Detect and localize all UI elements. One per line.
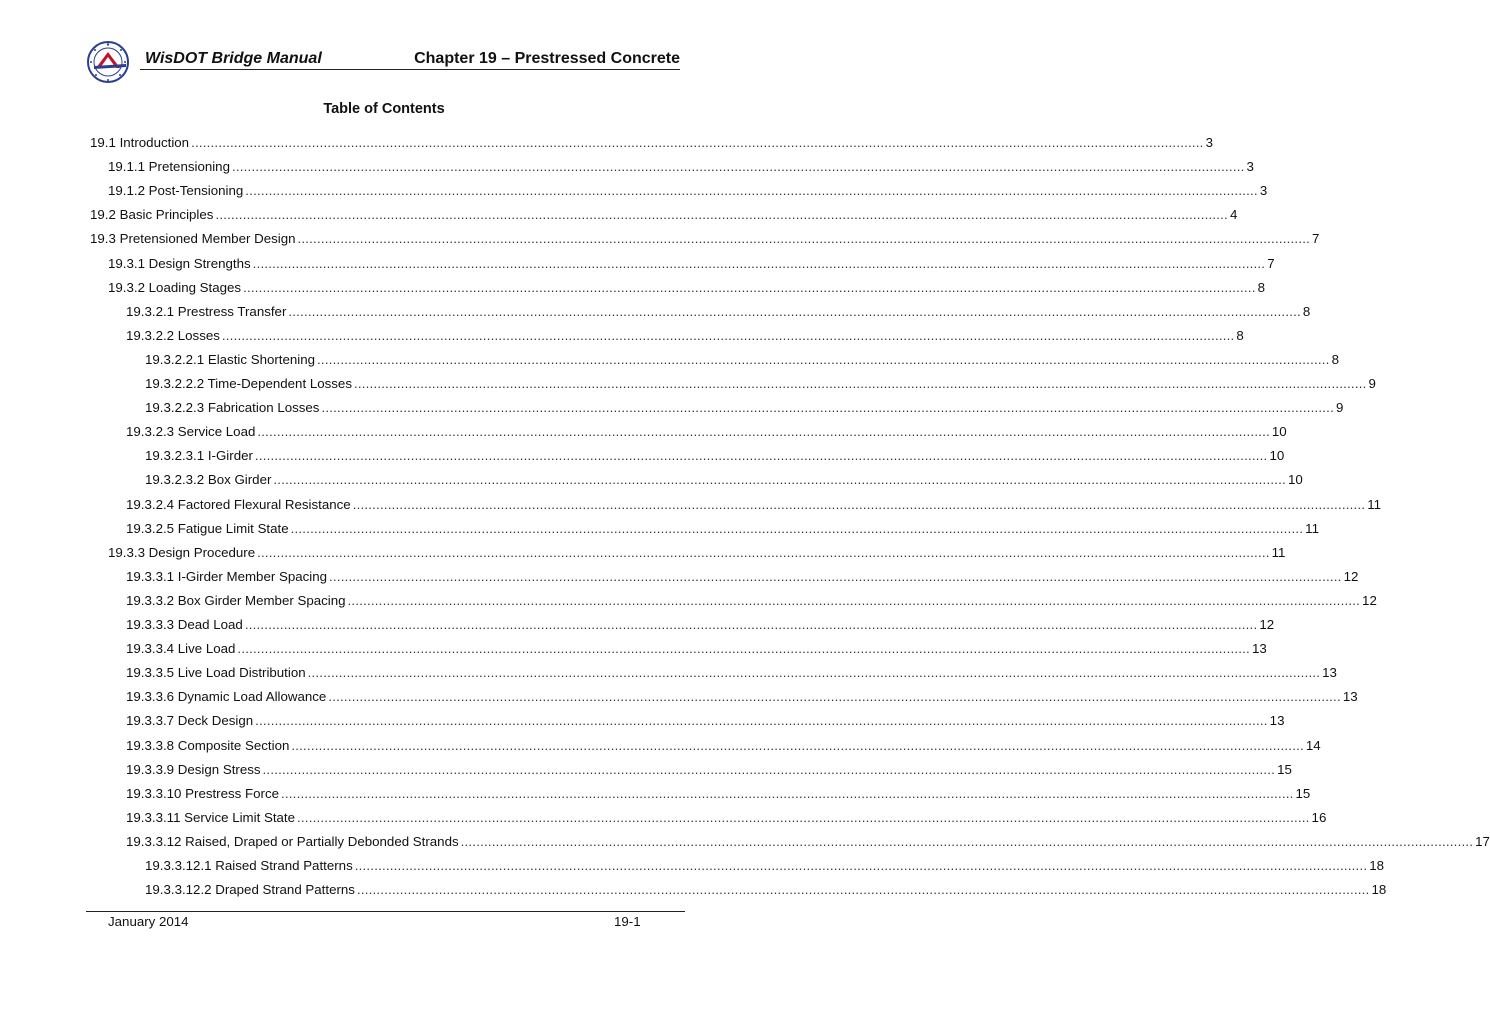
toc-entry-title: 19.1.2 Post-Tensioning bbox=[108, 183, 244, 199]
toc-entry-page: 9 bbox=[1335, 400, 1344, 416]
toc-entry-page: 3 bbox=[1205, 135, 1213, 150]
toc-dot-leader: .................................................................................................................................................................................................................................................................... bbox=[257, 544, 1270, 560]
toc-dot-leader: .................................................................................................................................................................................................................................................................... bbox=[347, 592, 1361, 608]
toc-entry[interactable] bbox=[126, 809, 1327, 827]
toc-entry[interactable] bbox=[108, 544, 1286, 562]
toc-entry-page: 7 bbox=[1312, 231, 1320, 247]
toc-entry-title: 19.3.3 Design Procedure bbox=[108, 544, 256, 560]
toc-entry-title: 19.3.3.10 Prestress Force bbox=[126, 785, 279, 801]
toc-entry[interactable] bbox=[126, 592, 1377, 610]
toc-entry-title: 19.3.3.2 Box Girder Member Spacing bbox=[126, 592, 346, 608]
toc-entry-page: 4 bbox=[1229, 207, 1238, 223]
toc-dot-leader: .................................................................................................................................................................................................................................................................... bbox=[191, 135, 1204, 150]
toc-dot-leader: .................................................................................................................................................................................................................................................................... bbox=[288, 303, 1301, 319]
toc-entry-title: 19.3.3.11 Service Limit State bbox=[126, 809, 296, 825]
toc-entry-title: 19.2 Basic Principles bbox=[90, 207, 214, 223]
toc-entry[interactable] bbox=[126, 303, 1311, 321]
toc-entry-page: 13 bbox=[1251, 641, 1267, 657]
toc-entry-title: 19.3.3.3 Dead Load bbox=[126, 617, 243, 632]
toc-entry-title: 19.3 Pretensioned Member Design bbox=[90, 231, 296, 247]
toc-entry-page: 9 bbox=[1368, 376, 1376, 391]
toc-entry[interactable] bbox=[126, 761, 1292, 779]
toc-entry-title: 19.3.2.3.2 Box Girder bbox=[145, 472, 272, 488]
toc-entry[interactable] bbox=[145, 399, 1344, 417]
toc-entry-title: 19.1.1 Pretensioning bbox=[108, 159, 230, 175]
toc-entry[interactable] bbox=[126, 496, 1382, 514]
toc-dot-leader: .................................................................................................................................................................................................................................................................... bbox=[254, 448, 1268, 464]
toc-entry-page: 11 bbox=[1367, 496, 1382, 512]
toc-dot-leader: .................................................................................................................................................................................................................................................................... bbox=[281, 785, 1294, 801]
toc-entry-page: 16 bbox=[1311, 809, 1327, 825]
toc-entry[interactable] bbox=[126, 737, 1321, 755]
toc-entry-title: 19.3.2.4 Factored Flexural Resistance bbox=[126, 496, 351, 512]
toc-dot-leader: .................................................................................................................................................................................................................................................................... bbox=[221, 327, 1235, 343]
toc-dot-leader: .................................................................................................................................................................................................................................................................... bbox=[290, 520, 1304, 536]
toc-dot-leader: .................................................................................................................................................................................................................................................................... bbox=[307, 665, 1321, 681]
toc-entry-page: 18 bbox=[1369, 858, 1385, 873]
toc-dot-leader: .................................................................................................................................................................................................................................................................... bbox=[245, 183, 1258, 199]
toc-entry-title: 19.3.3.6 Dynamic Load Allowance bbox=[126, 689, 327, 705]
footer-rule bbox=[86, 911, 685, 912]
toc-entry-page: 3 bbox=[1259, 183, 1268, 199]
toc-dot-leader: .................................................................................................................................................................................................................................................................... bbox=[356, 882, 1370, 898]
toc-entry-page: 8 bbox=[1331, 351, 1339, 367]
toc-dot-leader: .................................................................................................................................................................................................................................................................... bbox=[353, 376, 1367, 391]
toc-entry-page: 10 bbox=[1269, 448, 1285, 464]
toc-entry[interactable] bbox=[126, 640, 1267, 658]
toc-entry-page: 12 bbox=[1362, 592, 1377, 608]
toc-entry[interactable] bbox=[126, 664, 1337, 682]
toc-dot-leader: .................................................................................................................................................................................................................................................................... bbox=[231, 159, 1245, 175]
toc-entry-title: 19.3.2.2 Losses bbox=[126, 327, 220, 343]
toc-entry[interactable] bbox=[126, 327, 1244, 345]
toc-entry-page: 13 bbox=[1322, 665, 1337, 681]
footer-page-number: 19-1 bbox=[614, 914, 641, 929]
toc-dot-leader: .................................................................................................................................................................................................................................................................... bbox=[237, 641, 1250, 657]
toc-entry-page: 10 bbox=[1271, 424, 1287, 440]
toc-entry[interactable] bbox=[126, 712, 1285, 730]
toc-entry-page: 8 bbox=[1302, 303, 1311, 319]
toc-dot-leader: .................................................................................................................................................................................................................................................................... bbox=[273, 472, 1286, 488]
toc-dot-leader: .................................................................................................................................................................................................................................................................... bbox=[255, 713, 1268, 729]
toc-entry[interactable] bbox=[108, 182, 1268, 200]
toc-entry-title: 19.3.2.3.1 I-Girder bbox=[145, 448, 253, 464]
toc-entry-title: 19.3.2 Loading Stages bbox=[108, 279, 242, 295]
toc-entry-title: 19.3.2.3 Service Load bbox=[126, 424, 256, 440]
toc-entry-title: 19.3.2.1 Prestress Transfer bbox=[126, 303, 287, 319]
toc-dot-leader: .................................................................................................................................................................................................................................................................... bbox=[352, 496, 1366, 512]
toc-entry-title: 19.3.2.5 Fatigue Limit State bbox=[126, 520, 289, 536]
toc-entry[interactable] bbox=[90, 206, 1238, 224]
toc-entry-title: 19.1 Introduction bbox=[90, 135, 190, 150]
toc-entry[interactable] bbox=[126, 833, 1490, 851]
toc-entry-page: 8 bbox=[1236, 327, 1244, 343]
toc-entry-page: 14 bbox=[1305, 737, 1321, 753]
wisdot-seal-icon bbox=[86, 40, 134, 84]
toc-dot-leader: .................................................................................................................................................................................................................................................................... bbox=[297, 231, 1311, 247]
toc-entry-page: 13 bbox=[1342, 689, 1358, 705]
toc-entry[interactable] bbox=[145, 375, 1376, 393]
toc-entry-page: 15 bbox=[1295, 785, 1311, 801]
toc-dot-leader: .................................................................................................................................................................................................................................................................... bbox=[329, 568, 1342, 584]
toc-entry[interactable] bbox=[126, 520, 1319, 538]
toc-entry-page: 15 bbox=[1277, 761, 1292, 777]
toc-entry-page: 13 bbox=[1269, 713, 1285, 729]
toc-dot-leader: .................................................................................................................................................................................................................................................................... bbox=[215, 207, 1228, 223]
toc-entry-title: 19.3.1 Design Strengths bbox=[108, 255, 251, 271]
toc-entry-title: 19.3.3.4 Live Load bbox=[126, 641, 236, 657]
toc-entry-title: 19.3.3.9 Design Stress bbox=[126, 761, 261, 777]
toc-dot-leader: .................................................................................................................................................................................................................................................................... bbox=[291, 737, 1304, 753]
toc-entry-page: 11 bbox=[1271, 544, 1286, 560]
toc-dot-leader: .................................................................................................................................................................................................................................................................... bbox=[460, 833, 1474, 849]
toc-entry[interactable] bbox=[126, 688, 1358, 706]
toc-entry-title: 19.3.3.12 Raised, Draped or Partially Debonded Strands bbox=[126, 833, 459, 849]
toc-entry-page: 3 bbox=[1246, 159, 1254, 175]
toc-entry[interactable] bbox=[90, 230, 1320, 248]
toc-entry[interactable] bbox=[126, 616, 1275, 634]
toc-dot-leader: .................................................................................................................................................................................................................................................................... bbox=[317, 351, 1330, 367]
toc-entry-title: 19.3.2.2.3 Fabrication Losses bbox=[145, 400, 320, 416]
toc-entry[interactable] bbox=[108, 255, 1275, 273]
toc-dot-leader: .................................................................................................................................................................................................................................................................... bbox=[252, 255, 1266, 271]
toc-entry-title: 19.3.3.8 Composite Section bbox=[126, 737, 290, 753]
footer-date: January 2014 bbox=[108, 914, 189, 929]
toc-dot-leader: .................................................................................................................................................................................................................................................................... bbox=[297, 809, 1310, 825]
toc-entry-page: 12 bbox=[1259, 617, 1275, 632]
toc-entry-page: 7 bbox=[1267, 255, 1275, 271]
toc-entry-page: 12 bbox=[1343, 568, 1359, 584]
toc-dot-leader: .................................................................................................................................................................................................................................................................... bbox=[328, 689, 1341, 705]
toc-entry-page: 8 bbox=[1257, 279, 1266, 295]
toc-entry[interactable] bbox=[145, 447, 1285, 465]
toc-entry[interactable] bbox=[126, 785, 1311, 803]
toc-entry[interactable] bbox=[108, 158, 1254, 176]
toc-entry-title: 19.3.3.12.2 Draped Strand Patterns bbox=[145, 882, 355, 898]
toc-entry[interactable] bbox=[126, 568, 1359, 586]
toc-entry-title: 19.3.2.2.2 Time-Dependent Losses bbox=[145, 376, 352, 391]
toc-entry-title: 19.3.2.2.1 Elastic Shortening bbox=[145, 351, 316, 367]
toc-entry[interactable] bbox=[126, 423, 1287, 441]
toc-entry[interactable] bbox=[90, 134, 1213, 152]
toc-entry-page: 17 bbox=[1475, 833, 1490, 849]
toc-entry[interactable] bbox=[145, 881, 1387, 899]
toc-dot-leader: .................................................................................................................................................................................................................................................................... bbox=[244, 617, 1258, 632]
header-rule bbox=[140, 69, 680, 70]
page-header bbox=[86, 40, 680, 82]
toc-dot-leader: .................................................................................................................................................................................................................................................................... bbox=[243, 279, 1256, 295]
toc-entry[interactable] bbox=[145, 471, 1303, 489]
toc-entry[interactable] bbox=[145, 857, 1385, 875]
toc-entry-page: 10 bbox=[1287, 472, 1303, 488]
toc-entry[interactable] bbox=[145, 351, 1339, 369]
toc-dot-leader: .................................................................................................................................................................................................................................................................... bbox=[354, 858, 1368, 873]
toc-dot-leader: .................................................................................................................................................................................................................................................................... bbox=[262, 761, 1276, 777]
toc-entry-title: 19.3.3.12.1 Raised Strand Patterns bbox=[145, 858, 353, 873]
toc-entry[interactable] bbox=[108, 279, 1266, 297]
toc-dot-leader: .................................................................................................................................................................................................................................................................... bbox=[257, 424, 1270, 440]
toc-entry-page: 11 bbox=[1305, 520, 1319, 536]
toc-title: Table of Contents bbox=[323, 101, 445, 117]
manual-title: WisDOT Bridge Manual bbox=[145, 50, 322, 67]
toc-dot-leader: .................................................................................................................................................................................................................................................................... bbox=[321, 400, 1334, 416]
toc-entry-title: 19.3.3.7 Deck Design bbox=[126, 713, 254, 729]
toc-entry-title: 19.3.3.1 I-Girder Member Spacing bbox=[126, 568, 328, 584]
toc-entry-title: 19.3.3.5 Live Load Distribution bbox=[126, 665, 306, 681]
chapter-title: Chapter 19 – Prestressed Concrete bbox=[414, 50, 680, 67]
toc-entry-page: 18 bbox=[1371, 882, 1387, 898]
